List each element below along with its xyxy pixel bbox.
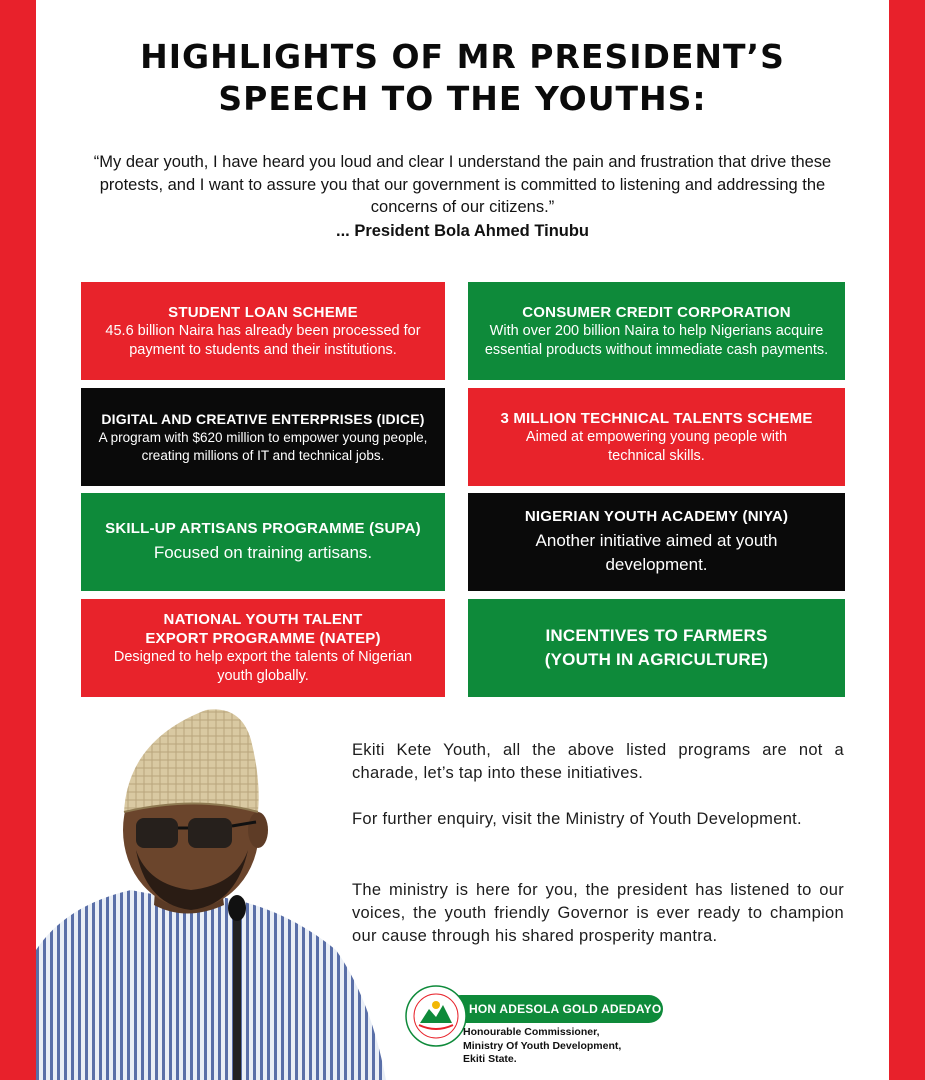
card-niya bbox=[468, 493, 845, 591]
card-title: CONSUMER CREDIT CORPORATION bbox=[522, 303, 791, 321]
role-line-1: Honourable Commissioner, bbox=[463, 1026, 600, 1038]
card-body: Another initiative aimed at youth development. bbox=[535, 531, 778, 574]
card-title: NATIONAL YOUTH TALENT EXPORT PROGRAMME (NATEP) bbox=[145, 611, 381, 647]
card-natep bbox=[81, 599, 445, 697]
card-student-loan bbox=[81, 282, 445, 380]
card-idice bbox=[81, 388, 445, 486]
card-body: Designed to help export the talents of Nigerian youth globally. bbox=[113, 649, 413, 684]
card-supa bbox=[81, 493, 445, 591]
signature-name-badge: HON ADESOLA GOLD ADEDAYO bbox=[447, 995, 663, 1023]
role-line-3: Ekiti State. bbox=[463, 1053, 517, 1065]
quote-author: ... President Bola Ahmed Tinubu bbox=[335, 222, 590, 240]
card-title: STUDENT LOAN SCHEME bbox=[168, 303, 358, 321]
role-line-2: Ministry Of Youth Development, bbox=[463, 1039, 622, 1052]
card-title: SKILL-UP ARTISANS PROGRAMME (SUPA) bbox=[105, 520, 421, 537]
signature-role bbox=[463, 1026, 621, 1067]
card-body: With over 200 billion Naira to help Nigerians acquire essential products without immediate cash payments. bbox=[484, 322, 829, 358]
message-paragraph-1: Ekiti Kete Youth, all the above listed programs are not a charade, let’s tap into these initiatives. bbox=[352, 741, 844, 782]
message-paragraph-3: The ministry is here for you, the president has listened to our voices, the youth friendly Governor is ever ready to champion our cause through his shared prosperity mantra. bbox=[352, 881, 844, 945]
page-title bbox=[60, 36, 865, 120]
card-farmers bbox=[468, 599, 845, 697]
card-title: INCENTIVES TO FARMERS (YOUTH IN AGRICULTURE) bbox=[544, 626, 769, 669]
right-red-border bbox=[889, 0, 925, 1080]
card-consumer-credit bbox=[468, 282, 845, 380]
title-line-1: HIGHLIGHTS OF MR PRESIDENT’S bbox=[140, 37, 785, 76]
card-body: Focused on training artisans. bbox=[153, 543, 373, 562]
card-body: Aimed at empowering young people with technical skills. bbox=[525, 428, 788, 464]
message-paragraph-2: For further enquiry, visit the Ministry of Youth Development. bbox=[352, 810, 802, 828]
card-body: 45.6 billion Naira has already been processed for payment to students and their institutions. bbox=[105, 322, 421, 358]
card-title: NIGERIAN YOUTH ACADEMY (NIYA) bbox=[524, 508, 789, 525]
commissioner-portrait bbox=[36, 700, 386, 1080]
card-technical-talents bbox=[468, 388, 845, 486]
card-title: 3 MILLION TECHNICAL TALENTS SCHEME bbox=[500, 409, 813, 427]
card-title: DIGITAL AND CREATIVE ENTERPRISES (IDICE) bbox=[101, 410, 425, 427]
card-body: A program with $620 million to empower young people, creating millions of IT and technical jobs. bbox=[98, 429, 428, 463]
president-quote: “My dear youth, I have heard you loud and clear I understand the pain and frustration that drive these protests, and I want to assure you that our government is committed to listening and addressing the concerns of our citizens.” bbox=[93, 153, 832, 216]
title-line-2: SPEECH TO THE YOUTHS: bbox=[218, 79, 707, 118]
ekiti-state-seal-icon bbox=[405, 985, 467, 1047]
left-red-border bbox=[0, 0, 36, 1080]
programs-grid bbox=[81, 282, 845, 697]
